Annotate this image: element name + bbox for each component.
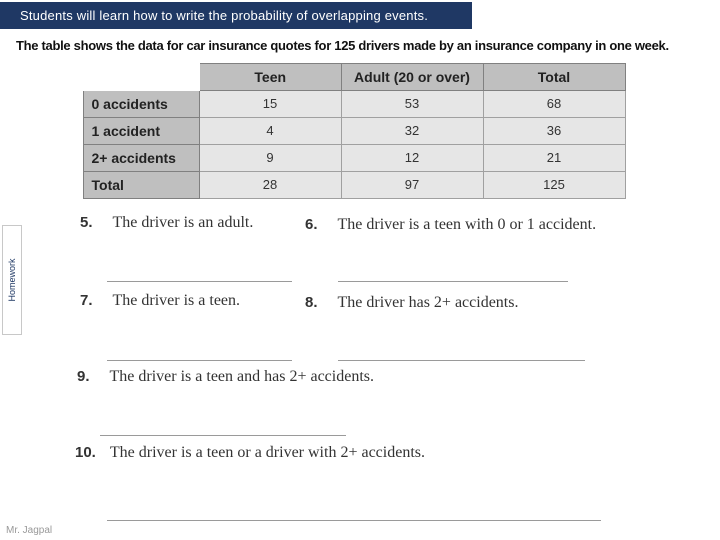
problem-10	[75, 444, 425, 462]
problem-number: 10.	[75, 444, 96, 461]
insurance-data-table	[82, 62, 626, 199]
problem-text: The driver is a teen and has 2+ accidents.	[109, 368, 374, 385]
problem-number: 9.	[77, 368, 90, 385]
table-cell: 15	[199, 90, 341, 117]
homework-tab[interactable]	[2, 225, 22, 335]
intro-text: The table shows the data for car insurance quotes for 125 drivers made by an insurance company in one week.	[16, 38, 669, 53]
row-label: 0 accidents	[83, 90, 199, 117]
row-label: 1 accident	[83, 117, 199, 144]
problem-5	[80, 214, 253, 232]
problem-text: The driver has 2+ accidents.	[337, 294, 519, 311]
problem-text: The driver is a teen or a driver with 2+ accidents.	[109, 444, 425, 461]
problem-9	[77, 368, 374, 386]
table-row	[83, 90, 625, 117]
problem-8	[305, 294, 518, 312]
row-label: 2+ accidents	[83, 144, 199, 171]
table-cell: 12	[341, 144, 483, 171]
answer-line-6[interactable]	[338, 281, 568, 282]
table-row	[83, 117, 625, 144]
problem-6	[305, 216, 596, 234]
header-teen: Teen	[199, 63, 341, 90]
problem-7	[80, 292, 240, 310]
table-row	[83, 144, 625, 171]
table-cell: 97	[341, 171, 483, 198]
table-cell: 32	[341, 117, 483, 144]
table-cell: 28	[199, 171, 341, 198]
problem-text: The driver is a teen with 0 or 1 accident.	[337, 216, 597, 233]
table-cell: 4	[199, 117, 341, 144]
table-corner	[83, 63, 199, 90]
answer-line-7[interactable]	[107, 360, 292, 361]
objective-banner	[0, 2, 472, 29]
header-total: Total	[483, 63, 625, 90]
problem-number: 8.	[305, 294, 318, 311]
problem-number: 6.	[305, 216, 318, 233]
answer-line-8[interactable]	[338, 360, 585, 361]
table-cell: 68	[483, 90, 625, 117]
table-header-row	[83, 63, 625, 90]
row-label: Total	[83, 171, 199, 198]
table-cell: 53	[341, 90, 483, 117]
objective-text: Students will learn how to write the probability of overlapping events.	[20, 8, 429, 23]
problem-number: 5.	[80, 214, 93, 231]
table-cell: 21	[483, 144, 625, 171]
author-footer: Mr. Jagpal	[6, 525, 53, 536]
problem-text: The driver is an adult.	[112, 214, 254, 231]
table-cell: 125	[483, 171, 625, 198]
problem-text: The driver is a teen.	[112, 292, 241, 309]
problem-number: 7.	[80, 292, 93, 309]
answer-line-10[interactable]	[107, 520, 601, 521]
header-adult: Adult (20 or over)	[341, 63, 483, 90]
table-cell: 9	[199, 144, 341, 171]
table-cell: 36	[483, 117, 625, 144]
answer-line-9[interactable]	[100, 435, 346, 436]
table-row	[83, 171, 625, 198]
answer-line-5[interactable]	[107, 281, 292, 282]
homework-tab-label: Homework	[7, 258, 17, 302]
